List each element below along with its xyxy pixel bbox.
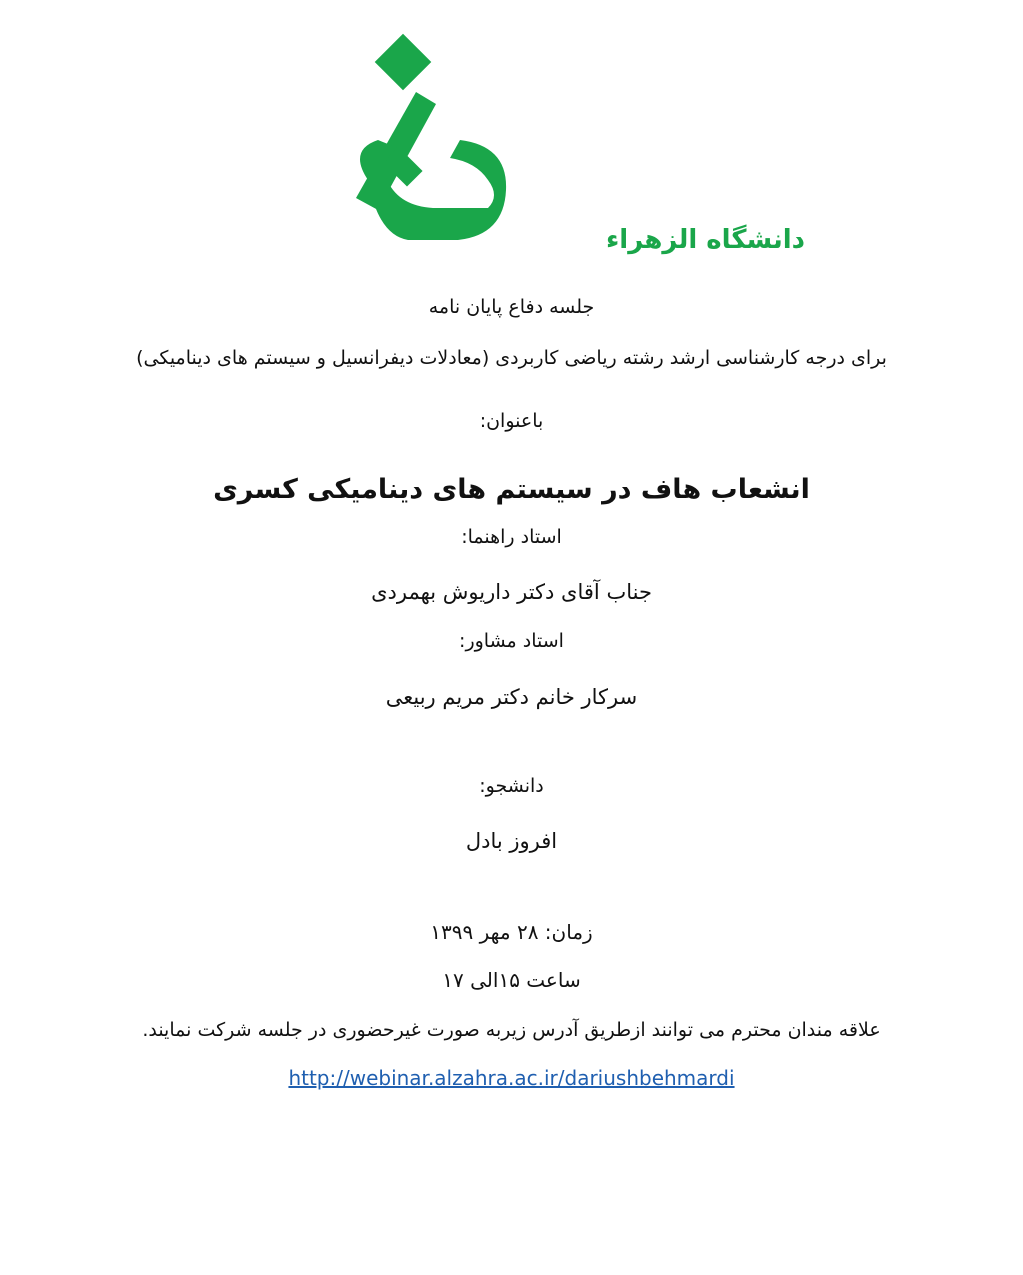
student-name: افروز بادل bbox=[465, 829, 558, 853]
logo-diamond-top bbox=[375, 34, 432, 91]
attendance-note: علاقه مندان محترم می توانند ازطریق آدرس زیربه صورت غیرحضوری در جلسه شرکت نمایند. bbox=[142, 1019, 881, 1041]
degree-line: برای درجه کارشناسی ارشد رشته ریاضی کاربردی (معادلات دیفرانسیل و سیستم های دینامیکی) bbox=[136, 347, 887, 369]
webinar-link-row bbox=[0, 1066, 1023, 1090]
advisor-name: سرکار خانم دکتر مریم ربیعی bbox=[385, 685, 638, 709]
logo-wordmark: دانشگاه الزهراء bbox=[606, 225, 806, 255]
thesis-title: انشعاب هاف در سیستم های دینامیکی کسری bbox=[213, 474, 810, 505]
webinar-link[interactable]: http://webinar.alzahra.ac.ir/dariushbehmardi bbox=[288, 1066, 735, 1090]
advisor-label: استاد مشاور: bbox=[459, 630, 564, 652]
alzahra-university-logo bbox=[338, 30, 806, 270]
with-title-label: باعنوان: bbox=[479, 410, 544, 432]
supervisor-label: استاد راهنما: bbox=[461, 526, 562, 548]
time-line: ساعت ۱۵الی ۱۷ bbox=[442, 968, 581, 992]
session-title: جلسه دفاع پایان نامه bbox=[428, 296, 595, 318]
date-line: زمان: ۲۸ مهر ۱۳۹۹ bbox=[430, 920, 593, 944]
student-label: دانشجو: bbox=[479, 775, 544, 797]
supervisor-name: جناب آقای دکتر داریوش بهمردی bbox=[371, 580, 652, 604]
logo-curve-shape bbox=[360, 140, 506, 240]
